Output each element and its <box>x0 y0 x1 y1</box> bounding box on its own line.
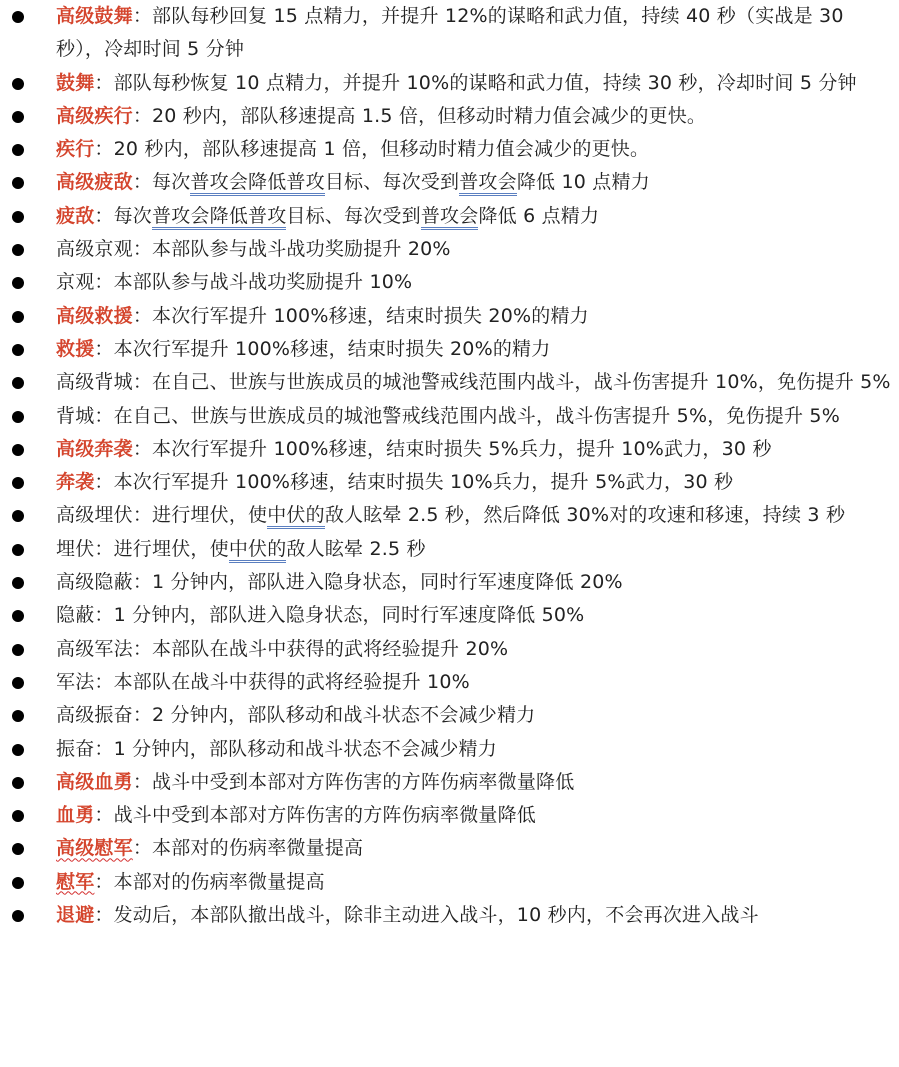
skill-description <box>152 305 589 327</box>
skill-name: 振奋 <box>56 737 95 760</box>
skill-name: 隐蔽 <box>56 604 95 627</box>
description-text: 进行埋伏，使 <box>152 504 268 527</box>
bullet-dot-icon <box>12 877 24 889</box>
list-item <box>0 366 899 399</box>
separator: ： <box>94 471 114 494</box>
list-item <box>0 233 899 266</box>
skill-name: 慰军 <box>56 870 95 893</box>
list-item <box>0 699 899 732</box>
skill-description <box>114 405 840 427</box>
description-text: 20 秒内，部队移速提高 1.5 倍，但移动时精力值会减少的更快。 <box>152 104 707 127</box>
skill-name: 血勇 <box>56 804 95 827</box>
skill-description <box>152 371 891 393</box>
bullet-dot-icon <box>12 377 24 389</box>
separator: ： <box>132 770 153 793</box>
skill-name: 京观 <box>56 271 95 294</box>
skill-name: 埋伏 <box>56 537 95 560</box>
bullet-dot-icon <box>12 510 24 522</box>
skill-description <box>114 138 650 160</box>
skill-name: 高级背城 <box>56 371 133 394</box>
skill-name: 高级振奋 <box>56 704 133 727</box>
bullet-dot-icon <box>12 677 24 689</box>
bullet-dot-icon <box>12 843 24 855</box>
skill-description <box>114 338 551 360</box>
separator: ： <box>94 737 114 760</box>
description-text: 发动后，本部队撤出战斗，除非主动进入战斗，10 秒内，不会再次进入战斗 <box>113 904 759 927</box>
separator: ： <box>94 204 114 227</box>
skill-description <box>152 171 650 196</box>
separator: ： <box>132 704 153 727</box>
skill-description <box>114 471 734 493</box>
list-item <box>0 100 899 133</box>
skill-description <box>152 771 574 793</box>
skill-description <box>114 804 536 826</box>
description-text: 1 分钟内，部队进入隐身状态，同时行军速度降低 20% <box>152 571 623 594</box>
description-text: 降低 6 点精力 <box>478 204 600 227</box>
bullet-dot-icon <box>12 211 24 223</box>
bullet-dot-icon <box>12 244 24 256</box>
list-item <box>0 666 899 699</box>
description-text: 本部队在战斗中获得的武将经验提升 20% <box>152 637 509 660</box>
separator: ： <box>132 437 153 460</box>
description-text: 本部对的伤病率微量提高 <box>152 837 364 860</box>
list-item <box>0 266 899 299</box>
description-text: 敌人眩晕 2.5 秒，然后降低 30%对的攻速和移速，持续 3 秒 <box>324 504 846 527</box>
skill-name: 高级慰军 <box>56 837 133 860</box>
list-item <box>0 566 899 599</box>
skill-description <box>114 72 857 94</box>
description-text: 20 秒内，部队移速提高 1 倍，但移动时精力值会减少的更快。 <box>113 138 650 161</box>
bullet-dot-icon <box>12 910 24 922</box>
skill-name: 高级疲敌 <box>56 171 133 194</box>
separator: ： <box>132 571 153 594</box>
description-text: 本部对的伤病率微量提高 <box>113 870 325 893</box>
underlined-term: 普攻会降低普攻 <box>152 205 286 230</box>
skill-description <box>114 604 585 626</box>
description-text: 部队每秒恢复 10 点精力，并提升 10%的谋略和武力值，持续 30 秒，冷却时间 5 分钟 <box>113 71 857 94</box>
separator: ： <box>132 171 153 194</box>
list-item <box>0 799 899 832</box>
skill-description <box>152 438 772 460</box>
skill-name: 高级京观 <box>56 238 133 261</box>
bullet-dot-icon <box>12 344 24 356</box>
skill-description <box>152 638 508 660</box>
separator: ： <box>94 404 114 427</box>
bullet-dot-icon <box>12 477 24 489</box>
skill-name: 救援 <box>56 337 95 360</box>
list-item <box>0 499 899 532</box>
description-text: 进行埋伏，使 <box>113 537 229 560</box>
list-item <box>0 200 899 233</box>
separator: ： <box>94 670 114 693</box>
list-item <box>0 599 899 632</box>
description-text: 目标、每次受到 <box>324 171 460 194</box>
separator: ： <box>94 604 114 627</box>
bullet-dot-icon <box>12 111 24 123</box>
description-text: 本部队在战斗中获得的武将经验提升 10% <box>113 670 470 693</box>
separator: ： <box>132 837 153 860</box>
skill-description <box>152 704 535 726</box>
description-text: 敌人眩晕 2.5 秒 <box>286 537 426 560</box>
bullet-dot-icon <box>12 544 24 556</box>
bullet-dot-icon <box>12 710 24 722</box>
bullet-dot-icon <box>12 810 24 822</box>
separator: ： <box>132 238 153 261</box>
skill-name: 奔袭 <box>56 471 95 494</box>
bullet-dot-icon <box>12 78 24 90</box>
underlined-term: 普攻会 <box>459 171 517 196</box>
list-item <box>0 733 899 766</box>
skill-description <box>114 871 325 893</box>
skill-description <box>114 671 470 693</box>
separator: ： <box>132 504 153 527</box>
skill-name: 高级疾行 <box>56 104 133 127</box>
skill-description <box>114 271 413 293</box>
description-text: 降低 10 点精力 <box>516 171 650 194</box>
skill-name: 疲敌 <box>56 204 95 227</box>
skill-name: 高级隐蔽 <box>56 571 133 594</box>
skill-description <box>152 105 706 127</box>
list-item <box>0 899 899 932</box>
skill-description <box>152 238 451 260</box>
list-item <box>0 0 899 67</box>
list-item <box>0 300 899 333</box>
bullet-dot-icon <box>12 177 24 189</box>
bullet-dot-icon <box>12 311 24 323</box>
skill-name: 疾行 <box>56 138 95 161</box>
skill-name: 背城 <box>56 404 95 427</box>
separator: ： <box>132 304 153 327</box>
bullet-dot-icon <box>12 411 24 423</box>
separator: ： <box>94 71 114 94</box>
skill-description <box>114 205 600 230</box>
separator: ： <box>94 337 114 360</box>
list-item <box>0 333 899 366</box>
description-text: 战斗中受到本部对方阵伤害的方阵伤病率微量降低 <box>113 804 537 827</box>
separator: ： <box>94 138 114 161</box>
skill-description <box>114 538 426 563</box>
skill-description <box>114 904 759 926</box>
separator: ： <box>94 804 114 827</box>
bullet-dot-icon <box>12 577 24 589</box>
underlined-term: 普攻会 <box>421 205 479 230</box>
skill-description <box>114 738 497 760</box>
separator: ： <box>94 904 114 927</box>
description-text: 本次行军提升 100%移速，结束时损失 5%兵力，提升 10%武力，30 秒 <box>152 437 772 460</box>
skill-name: 退避 <box>56 904 95 927</box>
list-item <box>0 67 899 100</box>
skill-name: 高级军法 <box>56 637 133 660</box>
bullet-dot-icon <box>12 744 24 756</box>
description-text: 部队每秒回复 15 点精力，并提升 12%的谋略和武力值，持续 40 秒（实战是 30 秒），冷却时间 5 分钟 <box>56 5 844 61</box>
skill-description <box>152 837 363 859</box>
skill-name: 高级奔袭 <box>56 437 133 460</box>
separator: ： <box>132 104 153 127</box>
underlined-term: 中伏的 <box>267 504 325 529</box>
list-item <box>0 633 899 666</box>
description-text: 本部队参与战斗战功奖励提升 20% <box>152 238 451 261</box>
skill-name: 高级埋伏 <box>56 504 133 527</box>
separator: ： <box>94 870 114 893</box>
bullet-dot-icon <box>12 11 24 23</box>
skill-name: 高级血勇 <box>56 770 133 793</box>
bullet-dot-icon <box>12 277 24 289</box>
list-item <box>0 400 899 433</box>
skill-name: 高级鼓舞 <box>56 5 133 27</box>
skill-description <box>56 5 844 60</box>
list-item <box>0 866 899 899</box>
description-text: 1 分钟内，部队移动和战斗状态不会减少精力 <box>113 737 497 760</box>
list-item <box>0 466 899 499</box>
underlined-term: 普攻会降低普攻 <box>190 171 324 196</box>
description-text: 本次行军提升 100%移速，结束时损失 20%的精力 <box>113 337 551 360</box>
list-item <box>0 533 899 566</box>
list-item <box>0 133 899 166</box>
separator: ： <box>132 637 153 660</box>
description-text: 本次行军提升 100%移速，结束时损失 20%的精力 <box>152 304 589 327</box>
description-text: 本次行军提升 100%移速，结束时损失 10%兵力，提升 5%武力，30 秒 <box>113 471 734 494</box>
underlined-term: 中伏的 <box>229 538 287 563</box>
separator: ： <box>132 371 153 394</box>
bullet-dot-icon <box>12 144 24 156</box>
description-text: 战斗中受到本部对方阵伤害的方阵伤病率微量降低 <box>152 770 575 793</box>
bullet-dot-icon <box>12 610 24 622</box>
description-text: 每次 <box>113 204 153 227</box>
description-text: 每次 <box>152 171 191 194</box>
list-item <box>0 766 899 799</box>
skill-name: 鼓舞 <box>56 71 95 94</box>
description-text: 在自己、世族与世族成员的城池警戒线范围内战斗，战斗伤害提升 5%，免伤提升 5% <box>113 404 840 427</box>
description-text: 1 分钟内，部队进入隐身状态，同时行军速度降低 50% <box>113 604 585 627</box>
skill-description <box>152 504 845 529</box>
list-item <box>0 832 899 865</box>
skill-description <box>152 571 623 593</box>
skill-name: 军法 <box>56 670 95 693</box>
description-text: 目标、每次受到 <box>286 204 421 227</box>
separator: ： <box>94 537 114 560</box>
list-item <box>0 166 899 199</box>
list-item <box>0 433 899 466</box>
separator: ： <box>132 5 153 27</box>
description-text: 2 分钟内，部队移动和战斗状态不会减少精力 <box>152 704 536 727</box>
bullet-dot-icon <box>12 644 24 656</box>
bullet-dot-icon <box>12 444 24 456</box>
bullet-dot-icon <box>12 777 24 789</box>
skill-name: 高级救援 <box>56 304 133 327</box>
description-text: 本部队参与战斗战功奖励提升 10% <box>113 271 413 294</box>
separator: ： <box>94 271 114 294</box>
description-text: 在自己、世族与世族成员的城池警戒线范围内战斗，战斗伤害提升 10%，免伤提升 5% <box>152 371 891 394</box>
